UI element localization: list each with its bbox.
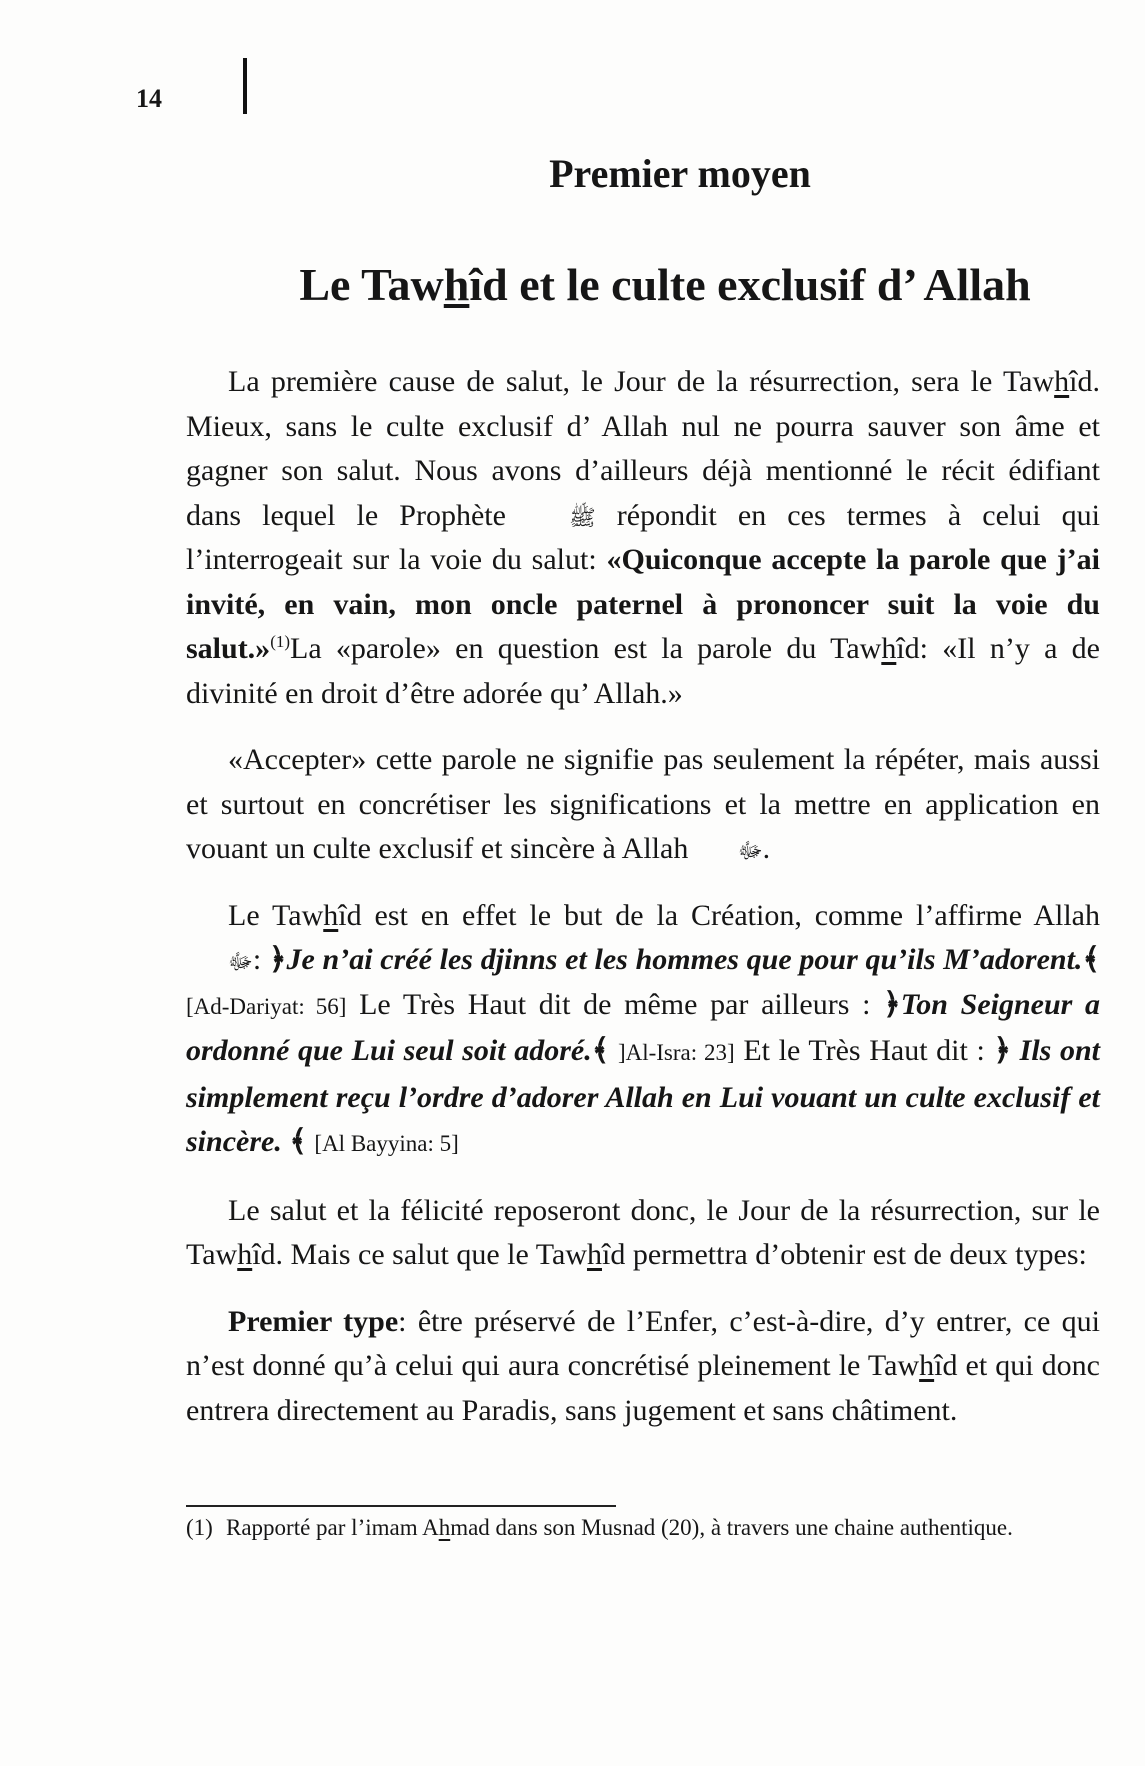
quran-verse-2: Ton Seigneur a ordonné que Lui seul soit adoré.: [186, 987, 1101, 1067]
footnote-mark: (1): [186, 1515, 213, 1540]
footnote-divider: [186, 1505, 616, 1507]
verse-open-bracket-icon: ﴿: [883, 987, 901, 1021]
hadith-quote: «Quiconque accepte la parole que j’ai invité, en vain, mon oncle paternel à prononcer suit la voie du salut.»: [186, 543, 1101, 665]
verse-close-bracket-icon: ﴾: [1082, 943, 1101, 976]
verse-reference-1: [Ad-Dariyat: 56]: [186, 993, 347, 1019]
quran-verse-1: Je n’ai créé les djinns et les hommes que pour qu’ils M’adorent.: [286, 943, 1083, 976]
verse-open-bracket-icon: ﴿: [993, 1034, 1012, 1067]
paragraph-2: «Accepter» cette parole ne signifie pas seulement la répéter, mais aussi et surtout en concrétiser les significations et la mettre en application en vouant un culte exclusif et sincère à Allah ﷻ.: [186, 743, 1100, 865]
footnote-text: Rapporté par l’imam Ahmad dans son Musnad (20), à travers une chaine authentique.: [226, 1515, 1013, 1540]
paragraph-5: Premier type: être préservé de l’Enfer, c’est-à-dire, d’y entrer, ce qui n’est donné qu’à celui qui aura concrétisé pleinement le Tawhîd et qui donc entrera directement au Paradis, sans jugement et sans châtiment.: [186, 1304, 1100, 1427]
paragraph-4: Le salut et la félicité reposeront donc, le Jour de la résurrection, sur le Tawhîd. Mais ce salut que le Tawhîd permettra d’obtenir est de deux types:: [186, 1193, 1100, 1271]
footnote: [186, 1514, 1100, 1542]
prophet-eulogy-glyph: ﷺ: [569, 504, 596, 530]
paragraph-1: La première cause de salut, le Jour de la résurrection, sera le Tawhîd. Mieux, sans le culte exclusif d’ Allah nul ne pourra sauver son âme et gagner son salut. Nous avons d’ailleurs déjà mentionné le récit édifiant dans lequel le Prophète ﷺ répondit en ces termes à celui qui l’interrogeait sur la voie du salut: «Quiconque accepte la parole que j’ai invité, en vain, mon oncle paternel à prononcer suit la voie du salut.»$^{(1)}$La «parole» en question est la parole du Tawhîd: «Il n’y a de divinité en droit d’être adorée qu’ Allah.»: [186, 365, 1101, 710]
quran-verse-3: Ils ont simplement reçu l’ordre d’adorer Allah en Lui vouant un culte exclusif et sincère.: [186, 1034, 1101, 1158]
body-text: [186, 360, 1100, 1455]
verse-open-bracket-icon: ﴿: [268, 943, 287, 976]
type-label: Premier type: [228, 1304, 399, 1338]
chapter-title: Le Tawhîd et le culte exclusif d’ Allah: [299, 259, 1031, 310]
chapter-label: Premier moyen: [549, 151, 811, 196]
verse-close-bracket-icon: ﴾: [591, 1034, 610, 1067]
allah-eulogy-glyph: ﷻ: [737, 838, 763, 864]
verse-close-bracket-icon: ﴾: [289, 1125, 307, 1158]
allah-eulogy-glyph: ﷻ: [228, 949, 253, 975]
verse-reference-3: [Al Bayyina: 5]: [314, 1131, 459, 1156]
header-rule: [243, 58, 247, 114]
verse-reference-2: ]Al-Isra: 23]: [617, 1040, 735, 1065]
paragraph-3: Le Tawhîd est en effet le but de la Création, comme l’affirme Allah ﷻ: ﴿Je n’ai créé les djinns et les hommes que pour qu’ils M’adorent.﴾ [Ad-Dariyat: 56] Le Très Haut dit de même par ailleurs : ﴿Ton Seigneur a ordonné que Lui seul soit adoré.﴾ ]Al-Isra: 23] Et le Très Haut dit : ﴿ Ils ont simplement reçu l’ordre d’adorer Allah en Lui vouant un culte exclusif et sincère. ﴾ [Al Bayyina: 5]: [186, 898, 1101, 1158]
footnote-reference[interactable]: (1): [270, 632, 291, 651]
page-number: 14: [136, 84, 162, 113]
